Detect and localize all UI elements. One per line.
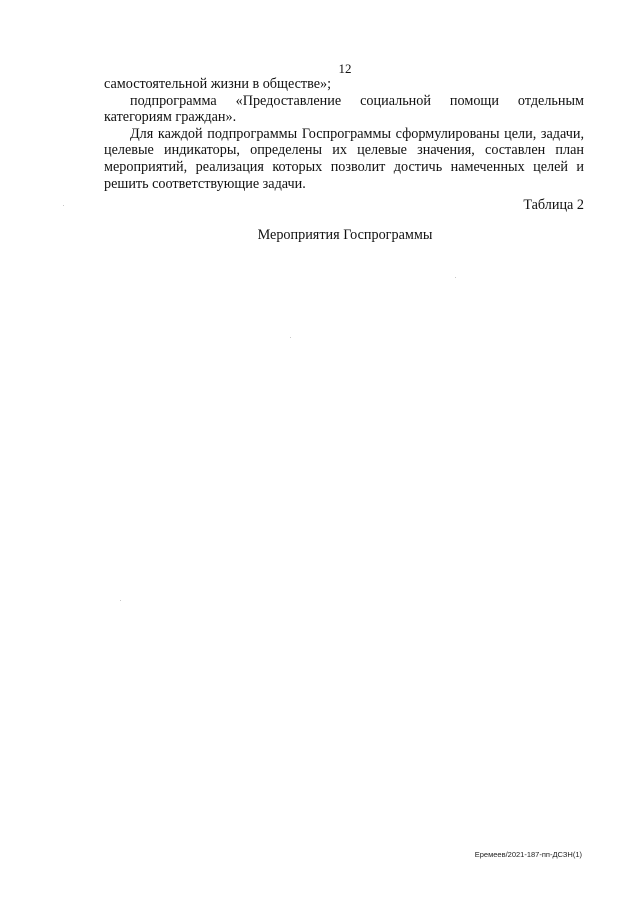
scan-speck — [455, 277, 456, 278]
paragraph-3: Для каждой подпрограммы Госпрограммы сформулированы цели, задачи, целевые индикаторы, определены их целевые значения, составлен план мероприятий, реализация которых позволит достичь намеченных целей и решить соответствующие задачи. — [104, 125, 584, 192]
scan-speck — [290, 337, 291, 338]
paragraph-2: подпрограмма «Предоставление социальной помощи отдельным категориям граждан». — [104, 92, 584, 126]
body-text — [104, 76, 584, 192]
scan-speck — [120, 600, 121, 601]
page-number: 12 — [338, 61, 352, 76]
footer-document-code: Еремеев/2021-187-пп-ДСЗН(1) — [474, 850, 582, 859]
table-label: Таблица 2 — [523, 197, 584, 213]
paragraph-1: самостоятельной жизни в обществе»; — [104, 76, 332, 92]
table-title: Мероприятия Госпрограммы — [257, 227, 433, 243]
scan-speck — [63, 205, 64, 206]
